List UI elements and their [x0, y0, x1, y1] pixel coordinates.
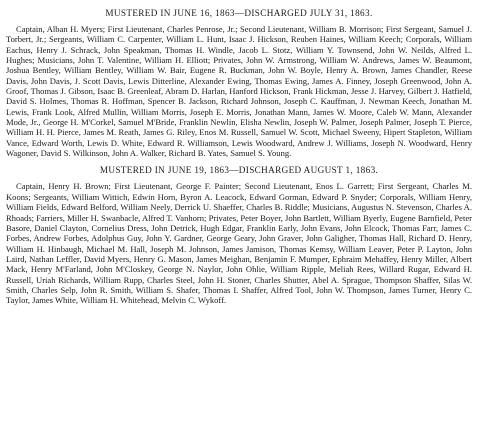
- section-heading-june-19: MUSTERED IN JUNE 19, 1863—DISCHARGED AUGUST 1, 1863.: [99, 165, 379, 176]
- roster-paragraph-june-19: Captain, Henry H. Brown; First Lieutenant, George F. Painter; Second Lieutenant, Enos L. Garrett; First Sergeant, Charles M. Koons; Sergeants, William Wittich, Edwin Horn, Byron A. Leacock, Edward Gorman, Edward P. Snyder; Corporals, William Henry, William Fields, Edward Belford, William Neely, Derrick U. Shaeffer, Charles B. Riddle; Musicians, Augustus N. Stevenson, Charles A. Rhoads; Farriers, Miller H. Swanbacle, Alfred T. Vanhorn; Privates, Peter Boyer, John Bartlett, William Byerly, Eugene Barnfield, Peter Basore, Daniel Clayton, Cornelius Dress, John Detrick, Hugh Edgar, Franklin Early, John Evans, John Elcock, Thomas Farr, James C. Forbes, Andrew Forbes, Adolphus Guy, John Y. Gardner, George Geary, John Graver, John Galigher, Thomas Hall, Richard D. Henry, William H. Hinbaugh, Michael M. Hall, Joseph M. Johnson, James Jamison, Thomas Kemsy, William Leaver, Peter P. Layton, John Laird, Nathan Leffler, David Myers, Henry G. Mason, James Meighan, Benjamin F. Mumper, Ephraim Mehaffey, Henry Miller, Albert Mack, Henry M'Farland, John M'Closkey, George N. Naylor, John Ohlie, William Ripple, Meliah Rees, Willard Rugar, Edward H. Russell, Uriah Richards, William Rupp, Charles Steel, John H. Stoner, Charles Shutter, Abel A. Sprague, Thompson Shaffer, Silas W. Smith, Charles Selp, John R. Smith, William S. Shafer, Thomas I. Shaffer, Alfred Tool, John W. Thompson, James Turner, Henry C. Taylor, James White, William H. Whitehead, Melvin C. Wykoff.: [6, 181, 472, 306]
- section-heading-june-16: MUSTERED IN JUNE 16, 1863—DISCHARGED JULY 31, 1863.: [105, 8, 373, 18]
- roster-paragraph-june-16: Captain, Alban H. Myers; First Lieutenant, Charles Penrose, Jr.; Second Lieutenant, William B. Morrison; First Sergeant, Samuel J. Torbert, Jr.; Sergeants, William C. Carpenter, William L. Hunt, Isaac J. Hickson, Reuben Haines, William Keech; Corporals, William Eachus, Henry J. Schrack, John Speakman, Thomas H. Windle, Jacob L. Stotz, William Y. Townsend, John W. Neilds, Alfred L. Hughes; Musicians, John T. Valentine, William H. Elliott; Privates, John W. Armstrong, William W. Andrews, James W. Beaumont, Joshua Bentley, William Bentley, William W. Bair, Eugene R. Buckman, John W. Boyle, Henry A. Brown, James Chandler, Reese Davis, John Davis, J. Scott Davis, Lewis Ditterline, Alexander Ewing, Thomas Ewing, James A. Finney, Joseph Greenwood, John A. Groof, Thomas J. Gibson, Isaac B. Greenleaf, Abram D. Harlan, Hanford Hickson, Frank Hickman, Jesse J. Harvey, Gilbert J. Hatfield, David S. Holmes, Thomas R. Hoffman, Spencer B. Jackson, Richard Johnson, Joseph C. Kauffman, J. Newman Keech, Jonathan M. Lewis, Frank Look, Alfred Mullin, William Morris, Joseph E. Morris, Jonathan Mann, James W. Moore, Caleb W. Mann, Alexander Mode, Jr., George H. M'Corkel, Samuel M'Bride, Franklin Newlin, Elisha Newlin, Joseph W. Palmer, Joseph Palmer, Joseph T. Pierce, William H. H. Pierce, James M. Reath, James G. Riley, Enos M. Russell, Samuel W. Scott, Michael Sweeny, Hipert Stapleton, William Vance, Edward Worth, Lewis D. White, Edward R. Williamson, Lewis Woodward, Andrew J. Williams, Joseph N. Woodward, Henry Wagoner, David S. Wilkinson, John A. Walker, Richard B. Yates, Samuel S. Young.: [6, 24, 472, 159]
